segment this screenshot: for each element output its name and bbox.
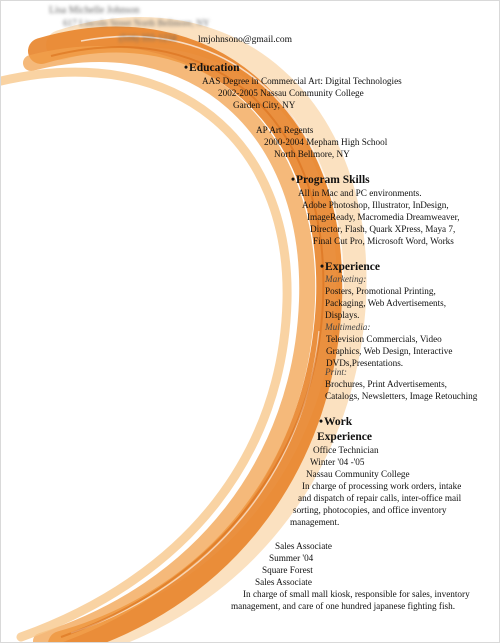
work-line: Sales Associate: [255, 577, 312, 587]
work-line: Nassau Community College: [306, 469, 410, 479]
experience-line: Packaging, Web Advertisements,: [325, 298, 447, 308]
bullet-icon: •: [291, 174, 296, 186]
work-line: Summer '04: [269, 553, 314, 563]
skills-line: Final Cut Pro, Microsoft Word, Works: [313, 236, 454, 246]
work-line: Office Technician: [313, 445, 379, 455]
experience-line: Graphics, Web Design, Interactive: [326, 346, 453, 356]
section-heading-program-skills: •Program Skills: [291, 174, 370, 186]
skills-line: Adobe Photoshop, Illustrator, InDesign,: [302, 200, 449, 210]
education-line: 2000-2004 Mepham High School: [264, 137, 388, 147]
work-line: Winter '04 -'05: [310, 457, 365, 467]
bullet-icon: •: [184, 62, 189, 74]
skills-line: All in Mac and PC environments.: [298, 188, 422, 198]
skills-line: ImageReady, Macromedia Dreamweaver,: [307, 212, 460, 222]
section-heading-work-line2: Experience: [317, 431, 372, 443]
bullet-icon: •: [320, 261, 325, 273]
bullet-icon: •: [319, 416, 324, 428]
education-line: 2002-2005 Nassau Community College: [218, 88, 364, 98]
education-line: AAS Degree in Commercial Art: Digital Technologies: [202, 76, 402, 86]
work-line: sorting, photocopies, and office inventory: [293, 505, 447, 515]
work-line: management, and care of one hundred japanese fighting fish.: [231, 601, 455, 611]
subheading-multimedia: Multimedia:: [325, 322, 371, 332]
experience-line: DVDs,Presentations.: [326, 358, 404, 368]
section-heading-work: •Work: [319, 416, 353, 428]
work-line: In charge of small mall kiosk, responsible for sales, inventory: [243, 589, 470, 599]
skills-line: Director, Flash, Quark XPress, Maya 7,: [310, 224, 456, 234]
section-heading-education: •Education: [184, 62, 240, 74]
address: 617 Lincoln Street North Bellmore, NY: [63, 18, 210, 28]
work-line: and dispatch of repair calls, inter-office mail: [298, 493, 462, 503]
subheading-marketing: Marketing:: [325, 274, 367, 284]
section-heading-experience: •Experience: [320, 261, 380, 273]
education-line: AP Art Regents: [256, 125, 314, 135]
email: lmjohnsono@gmail.com: [198, 35, 292, 45]
experience-line: Posters, Promotional Printing,: [325, 286, 436, 296]
work-line: In charge of processing work orders, intake: [302, 481, 462, 491]
education-line: Garden City, NY: [233, 100, 296, 110]
work-line: Square Forest: [262, 565, 313, 575]
education-line: North Bellmore, NY: [274, 149, 350, 159]
work-line: management.: [290, 517, 340, 527]
experience-line: Brochures, Print Advertisements,: [325, 379, 447, 389]
phone: (516) 555-1234: [119, 33, 177, 43]
subheading-print: Print:: [325, 367, 347, 377]
work-line: Sales Associate: [275, 541, 332, 551]
experience-line: Catalogs, Newsletters, Image Retouching: [325, 391, 478, 401]
experience-line: Television Commercials, Video: [326, 334, 442, 344]
applicant-name: Lisa Michelle Johnson: [49, 5, 140, 16]
experience-line: Displays.: [325, 310, 360, 320]
